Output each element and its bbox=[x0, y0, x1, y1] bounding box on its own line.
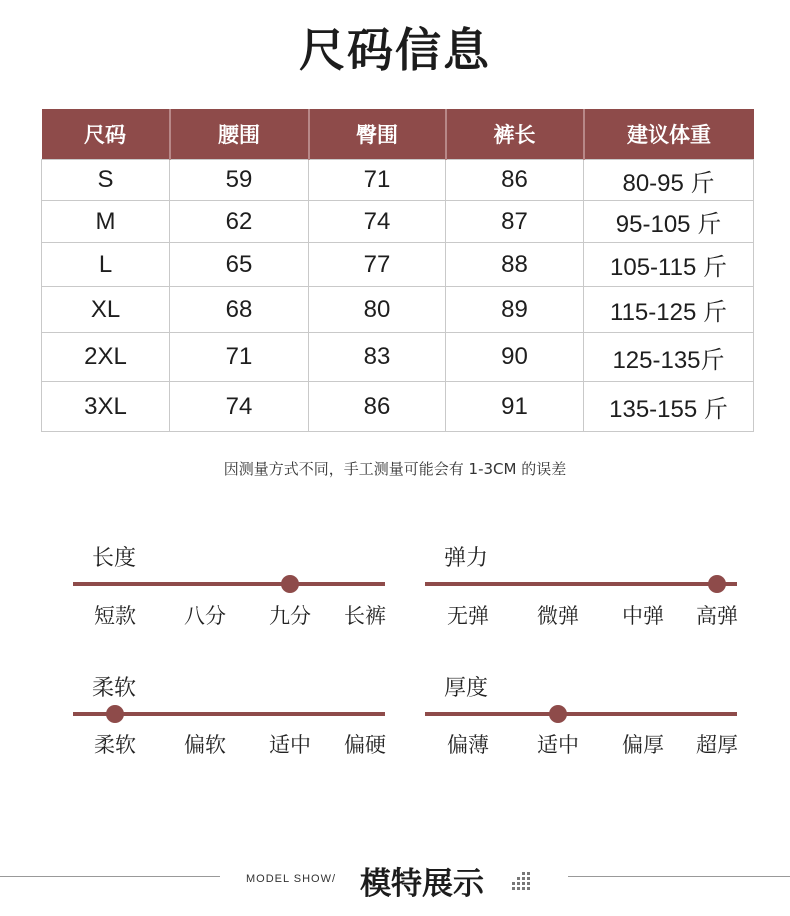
cell-waist: 65 bbox=[170, 243, 309, 287]
cell-waist: 59 bbox=[170, 160, 309, 201]
header-weight: 建议体重 bbox=[584, 109, 754, 160]
cell-length: 88 bbox=[446, 243, 584, 287]
scale-track bbox=[73, 582, 385, 586]
scale-option: 柔软 bbox=[94, 733, 136, 757]
cell-waist: 74 bbox=[170, 382, 309, 432]
cell-size: S bbox=[42, 160, 170, 201]
table-row bbox=[42, 382, 754, 432]
scale-option: 偏厚 bbox=[622, 733, 664, 757]
cell-weight: 105-115 斤 bbox=[584, 243, 754, 287]
cell-weight: 80-95 斤 bbox=[584, 160, 754, 201]
cell-size: XL bbox=[42, 287, 170, 333]
scale-option: 九分 bbox=[269, 604, 311, 628]
table-row bbox=[42, 333, 754, 382]
cell-hip: 71 bbox=[309, 160, 446, 201]
cell-length: 87 bbox=[446, 201, 584, 243]
attribute-name: 长度 bbox=[92, 546, 137, 571]
cell-size: 3XL bbox=[42, 382, 170, 432]
dots-decoration-icon bbox=[512, 868, 534, 890]
scale-marker bbox=[281, 575, 299, 593]
scale-option: 微弹 bbox=[537, 604, 579, 628]
cell-hip: 86 bbox=[309, 382, 446, 432]
table-row bbox=[42, 201, 754, 243]
scale-option: 无弹 bbox=[447, 604, 489, 628]
scale-option: 超厚 bbox=[696, 733, 738, 757]
cell-weight: 135-155 斤 bbox=[584, 382, 754, 432]
scale-track bbox=[425, 712, 737, 716]
cell-size: L bbox=[42, 243, 170, 287]
cell-size: 2XL bbox=[42, 333, 170, 382]
cell-hip: 80 bbox=[309, 287, 446, 333]
scale-option: 短款 bbox=[94, 604, 136, 628]
scale-option: 适中 bbox=[269, 733, 311, 757]
page-title: 尺码信息 bbox=[299, 23, 491, 77]
footer-divider-left bbox=[0, 876, 220, 877]
scale-track bbox=[425, 582, 737, 586]
scale-option: 中弹 bbox=[622, 604, 664, 628]
attribute-name: 柔软 bbox=[92, 676, 137, 701]
table-row bbox=[42, 243, 754, 287]
cell-weight: 115-125 斤 bbox=[584, 287, 754, 333]
scale-option: 偏硬 bbox=[344, 733, 386, 757]
cell-hip: 77 bbox=[309, 243, 446, 287]
header-hip: 臀围 bbox=[309, 109, 446, 160]
cell-waist: 62 bbox=[170, 201, 309, 243]
cell-length: 91 bbox=[446, 382, 584, 432]
cell-hip: 83 bbox=[309, 333, 446, 382]
scale-option: 八分 bbox=[184, 604, 226, 628]
footer-divider-right bbox=[568, 876, 790, 877]
attribute-name: 弹力 bbox=[444, 546, 489, 571]
cell-waist: 68 bbox=[170, 287, 309, 333]
cell-weight: 95-105 斤 bbox=[584, 201, 754, 243]
header-length: 裤长 bbox=[446, 109, 584, 160]
cell-size: M bbox=[42, 201, 170, 243]
cell-hip: 74 bbox=[309, 201, 446, 243]
scale-option: 偏薄 bbox=[447, 733, 489, 757]
header-waist: 腰围 bbox=[170, 109, 309, 160]
cell-length: 89 bbox=[446, 287, 584, 333]
measurement-note: 因测量方式不同，手工测量可能会有 1-3CM 的误差 bbox=[223, 460, 567, 478]
size-table bbox=[41, 109, 754, 432]
size-table-header-row bbox=[42, 109, 754, 160]
cell-weight: 125-135斤 bbox=[584, 333, 754, 382]
scale-option: 高弹 bbox=[696, 604, 738, 628]
cell-length: 90 bbox=[446, 333, 584, 382]
scale-option: 长裤 bbox=[344, 604, 386, 628]
table-row bbox=[42, 160, 754, 201]
scale-marker bbox=[106, 705, 124, 723]
scale-marker bbox=[708, 575, 726, 593]
scale-option: 适中 bbox=[537, 733, 579, 757]
scale-option: 偏软 bbox=[184, 733, 226, 757]
header-size: 尺码 bbox=[42, 109, 170, 160]
cell-waist: 71 bbox=[170, 333, 309, 382]
model-show-title: 模特展示 bbox=[360, 866, 484, 902]
attribute-name: 厚度 bbox=[444, 676, 489, 701]
cell-length: 86 bbox=[446, 160, 584, 201]
scale-marker bbox=[549, 705, 567, 723]
table-row bbox=[42, 287, 754, 333]
model-show-label: MODEL SHOW/ bbox=[246, 873, 337, 885]
